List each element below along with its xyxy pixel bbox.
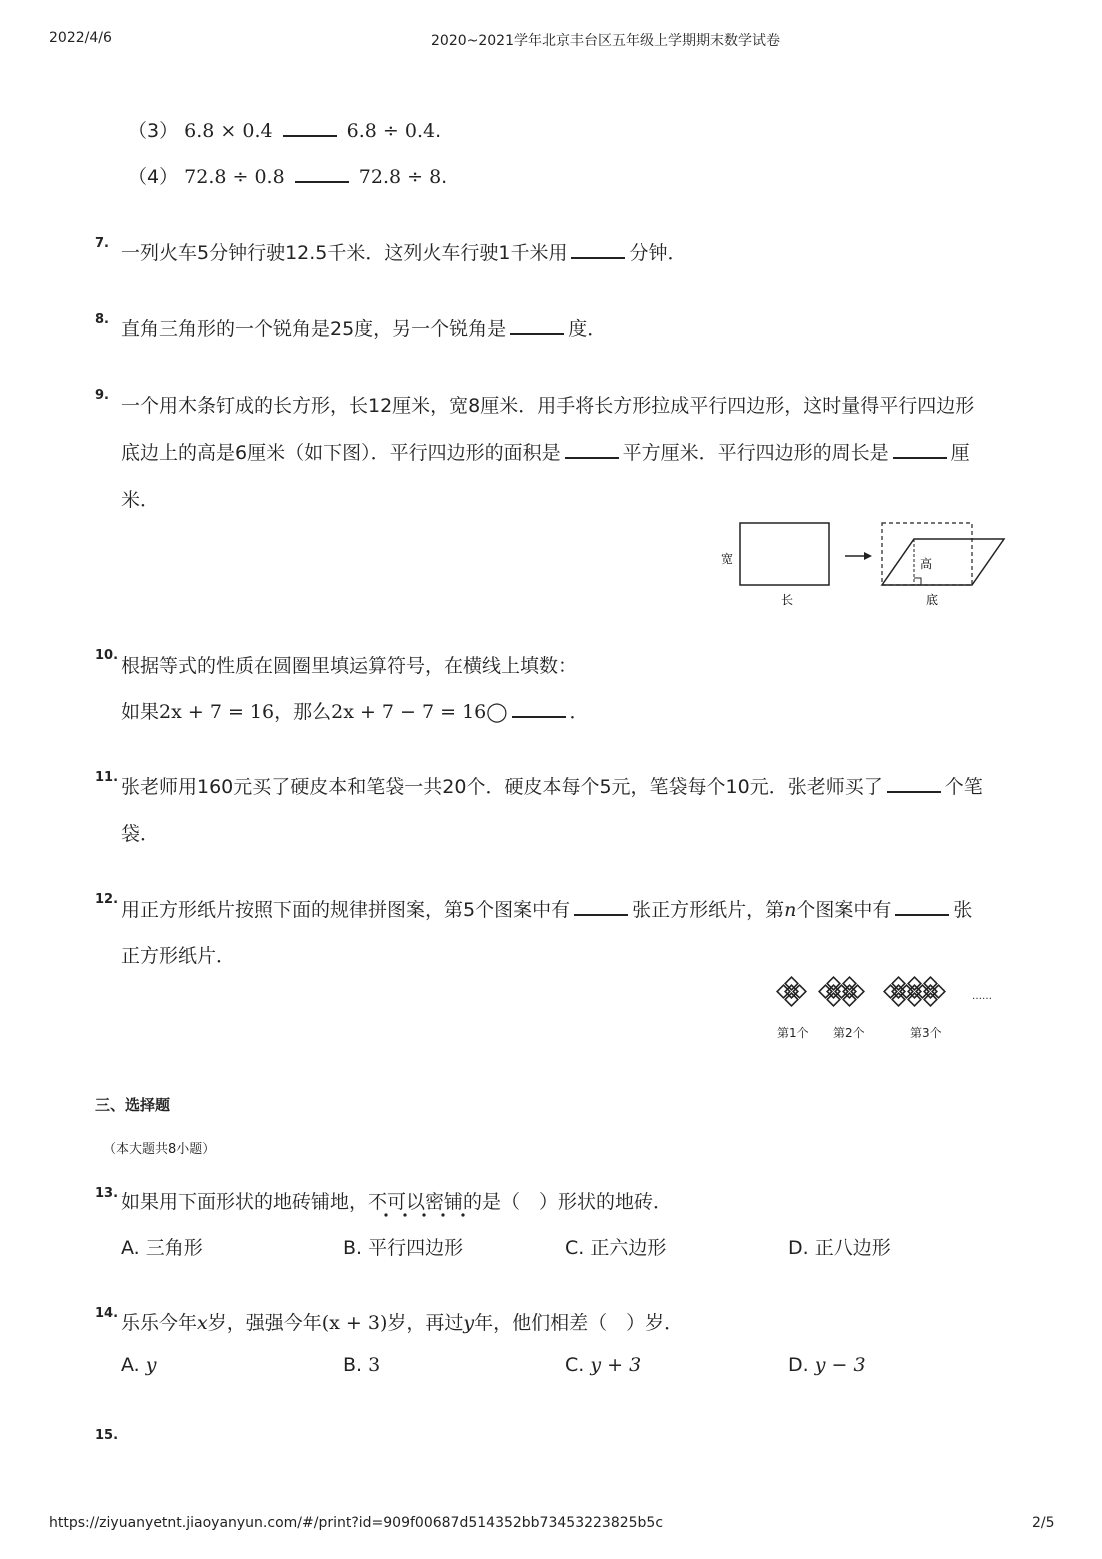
width-label: 宽 bbox=[721, 552, 734, 566]
section-note: （本大题共8小题） bbox=[103, 1142, 216, 1157]
answer-blank[interactable] bbox=[295, 163, 349, 183]
pattern-2-label: 第2个 bbox=[833, 1026, 865, 1040]
ellipsis: …… bbox=[972, 991, 992, 1002]
rectangle-shape bbox=[740, 523, 829, 585]
pattern-3-label: 第3个 bbox=[910, 1026, 942, 1040]
right-angle-mark bbox=[914, 578, 921, 585]
q8-text: 直角三角形的一个锐角是25度，另一个锐角是 度． bbox=[121, 314, 606, 341]
q7-text: 一列火车5分钟行驶12.5千米．这列火车行驶1千米用 分钟． bbox=[121, 238, 687, 265]
question-number: 7. bbox=[95, 236, 109, 251]
option-d[interactable]: D. y − 3 bbox=[788, 1354, 866, 1376]
operator-circle[interactable]: ◯ bbox=[486, 701, 508, 723]
pattern-1-label: 第1个 bbox=[777, 1026, 809, 1040]
answer-blank[interactable] bbox=[283, 117, 337, 137]
q11-line-2: 袋． bbox=[121, 823, 160, 845]
option-d[interactable]: D. 正八边形 bbox=[788, 1237, 891, 1259]
page-url: https://ziyuanyetnt.jiaoyanyun.com/#/print?id=909f00687d514352bb73453223825b5c bbox=[49, 1515, 664, 1531]
parallelogram-shape bbox=[882, 539, 1004, 585]
rectangle-to-parallelogram-figure bbox=[715, 515, 1015, 615]
answer-blank[interactable] bbox=[565, 439, 619, 459]
print-date: 2022/4/6 bbox=[49, 30, 112, 46]
answer-blank[interactable] bbox=[887, 773, 941, 793]
answer-blank[interactable] bbox=[574, 896, 628, 916]
q11-line-1: 张老师用160元买了硬皮本和笔袋一共20个．硬皮本每个5元，笔袋每个10元．张老师买了 个笔 bbox=[121, 772, 983, 799]
answer-blank[interactable] bbox=[571, 239, 625, 259]
q13-text: 如果用下面形状的地砖铺地，不可以密铺的是（ ）形状的地砖． bbox=[121, 1191, 673, 1213]
question-number: 15. bbox=[95, 1428, 119, 1443]
document-title: 2020~2021学年北京丰台区五年级上学期期末数学试卷 bbox=[431, 33, 780, 49]
emphasis-dots bbox=[382, 1212, 472, 1218]
q12-line-1: 用正方形纸片按照下面的规律拼图案，第5个图案中有 张正方形纸片，第n个图案中有 张 bbox=[121, 895, 972, 922]
question-number: 14. bbox=[95, 1306, 119, 1321]
q14-text: 乐乐今年x岁，强强今年(x + 3)岁，再过y年，他们相差（ ）岁． bbox=[121, 1312, 684, 1334]
base-label: 底 bbox=[926, 593, 939, 607]
pattern-2 bbox=[819, 977, 864, 1006]
height-label: 高 bbox=[920, 557, 933, 571]
option-c[interactable]: C. 正六边形 bbox=[565, 1237, 667, 1259]
option-b[interactable]: B. 3 bbox=[343, 1354, 381, 1376]
option-a[interactable]: A. y bbox=[121, 1354, 157, 1376]
question-number: 9. bbox=[95, 388, 109, 403]
question-number: 8. bbox=[95, 312, 109, 327]
original-rectangle-dashed bbox=[882, 523, 972, 585]
section-title: 三、选择题 bbox=[95, 1096, 171, 1114]
q10-line-1: 根据等式的性质在圆圈里填运算符号，在横线上填数： bbox=[121, 655, 578, 677]
arrow-right-icon bbox=[864, 552, 872, 560]
answer-blank[interactable] bbox=[510, 315, 564, 335]
square-pattern-figure bbox=[770, 975, 1010, 1045]
q10-line-2: 如果2x + 7 = 16，那么2x + 7 − 7 = 16◯ ． bbox=[121, 697, 589, 724]
question-number: 12. bbox=[95, 892, 119, 907]
option-c[interactable]: C. y + 3 bbox=[565, 1354, 642, 1376]
question-number: 13. bbox=[95, 1186, 119, 1201]
length-label: 长 bbox=[781, 593, 794, 607]
option-a[interactable]: A. 三角形 bbox=[121, 1237, 203, 1259]
q9-line-3: 米． bbox=[121, 489, 160, 511]
q6-item-3: （3） 6.8 × 0.4 6.8 ÷ 0.4. bbox=[128, 116, 441, 143]
answer-blank[interactable] bbox=[512, 698, 566, 718]
q9-line-2: 底边上的高是6厘米（如下图）．平行四边形的面积是 平方厘米．平行四边形的周长是 厘 bbox=[121, 438, 970, 465]
q12-line-2: 正方形纸片． bbox=[121, 945, 236, 967]
question-number: 10. bbox=[95, 648, 119, 663]
answer-blank[interactable] bbox=[893, 439, 947, 459]
option-b[interactable]: B. 平行四边形 bbox=[343, 1237, 464, 1259]
page-number: 2/5 bbox=[1032, 1515, 1055, 1531]
pattern-3 bbox=[884, 977, 945, 1006]
q9-line-1: 一个用木条钉成的长方形，长12厘米，宽8厘米．用手将长方形拉成平行四边形，这时量得平行四边形 bbox=[121, 395, 975, 417]
answer-blank[interactable] bbox=[895, 896, 949, 916]
pattern-1 bbox=[777, 977, 806, 1006]
q6-item-4: （4） 72.8 ÷ 0.8 72.8 ÷ 8. bbox=[128, 162, 447, 189]
emphasis-text: 不可以密铺 bbox=[368, 1191, 464, 1213]
question-number: 11. bbox=[95, 770, 119, 785]
